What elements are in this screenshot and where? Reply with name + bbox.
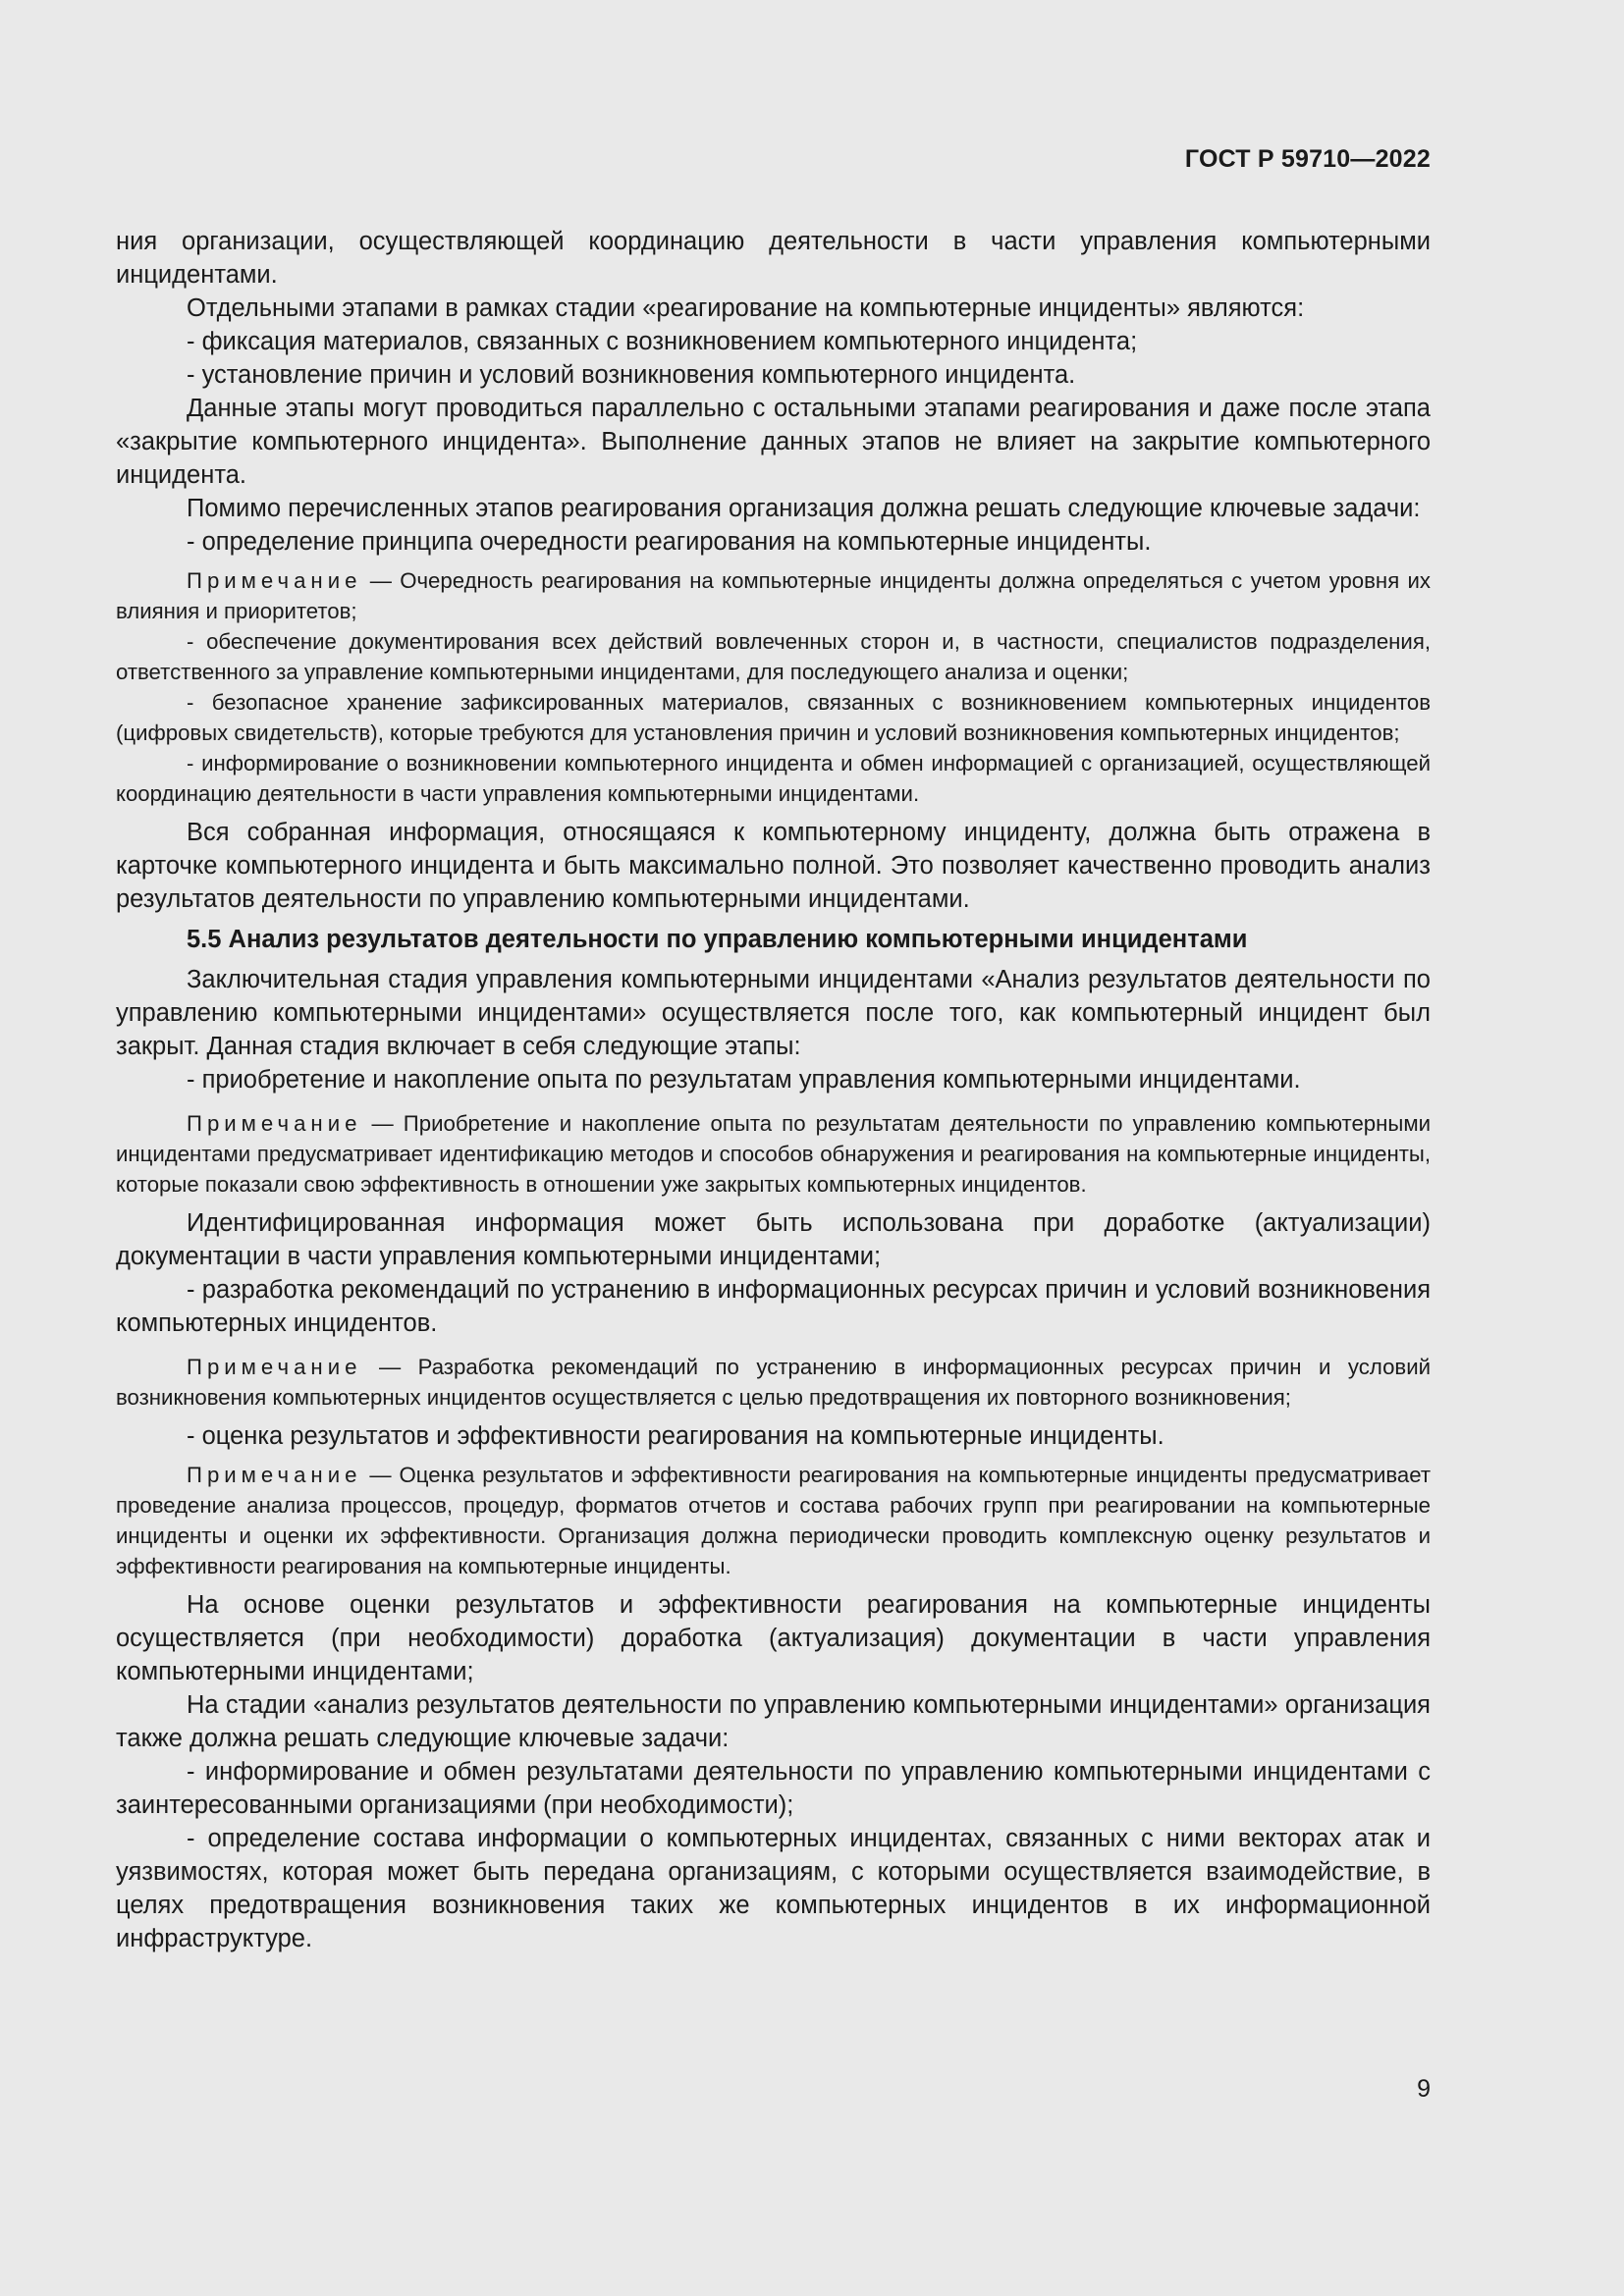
note xyxy=(116,1352,1431,1413)
paragraph: На основе оценки результатов и эффективности реагирования на компьютерные инциденты осуществляется (при необходимости) доработка (актуализация) документации в части управления компьютерными инцидентами; xyxy=(116,1591,1431,1685)
document-body xyxy=(116,225,1431,1955)
list-item: - определение принципа очередности реагирования на компьютерные инциденты. xyxy=(187,528,1152,556)
note xyxy=(116,1108,1431,1200)
paragraph: Отдельными этапами в рамках стадии «реагирование на компьютерные инциденты» являются: xyxy=(187,294,1305,322)
paragraph: Заключительная стадия управления компьютерными инцидентами «Анализ результатов деятельности по управлению компьютерными инцидентами» осуществляется после того, как компьютерный инцидент был закрыт. Данная стадия включает в себя следующие этапы: xyxy=(116,966,1431,1060)
note-text: — Оценка результатов и эффективности реагирования на компьютерные инциденты предусматривает проведение анализа процессов, процедур, форматов отчетов и состава рабочих групп при реагировании на компьютерные инциденты и оценки их эффективности. Организация должна периодически проводить комплексную оценку результатов и эффективности реагирования на компьютерные инциденты. xyxy=(116,1463,1431,1578)
note xyxy=(116,565,1431,626)
note-label: Примечание xyxy=(187,1355,362,1379)
paragraph: ния организации, осуществляющей координацию деятельности в части управления компьютерными инцидентами. xyxy=(116,228,1431,289)
paragraph: Вся собранная информация, относящаяся к компьютерному инциденту, должна быть отражена в карточке компьютерного инцидента и быть максимально полной. Это позволяет качественно проводить анализ результатов деятельности по управлению компьютерными инцидентами. xyxy=(116,819,1431,913)
paragraph: Данные этапы могут проводиться параллельно с остальными этапами реагирования и даже после этапа «закрытие компьютерного инцидента». Выполнение данных этапов не влияет на закрытие компьютерного инцидента. xyxy=(116,395,1431,489)
list-item: - обеспечение документирования всех действий вовлеченных сторон и, в частности, специалистов подразделения, ответственного за управление компьютерными инцидентами, для последующего анализа и оценки; xyxy=(116,629,1431,684)
note-label: Примечание xyxy=(187,1463,362,1487)
list-item: - разработка рекомендаций по устранению в информационных ресурсах причин и условий возникновения компьютерных инцидентов. xyxy=(116,1276,1431,1337)
note-text: — Приобретение и накопление опыта по результатам деятельности по управлению компьютерными инцидентами предусматривает идентификацию методов и способов обнаружения и реагирования на компьютерные инциденты, которые показали свою эффективность в отношении уже закрытых компьютерных инцидентов. xyxy=(116,1111,1431,1197)
document-header: ГОСТ Р 59710—2022 xyxy=(1184,145,1431,173)
note-text: — Разработка рекомендаций по устранению в информационных ресурсах причин и условий возникновения компьютерных инцидентов осуществляется с целью предотвращения их повторного возникновения; xyxy=(116,1355,1431,1410)
paragraph: На стадии «анализ результатов деятельности по управлению компьютерными инцидентами» организация также должна решать следующие ключевые задачи: xyxy=(116,1691,1431,1752)
list-item: - определение состава информации о компьютерных инцидентах, связанных с ними векторах атак и уязвимостях, которая может быть передана организациям, с которыми осуществляется взаимодействие, в целях предотвращения возникновения таких же компьютерных инцидентов в их информационной инфраструктуре. xyxy=(116,1825,1431,1952)
list-item: - информирование и обмен результатами деятельности по управлению компьютерными инцидентами с заинтересованными организациями (при необходимости); xyxy=(116,1758,1431,1819)
note-text: — Очередность реагирования на компьютерные инциденты должна определяться с учетом уровня их влияния и приоритетов; xyxy=(116,568,1431,623)
list-item: - оценка результатов и эффективности реагирования на компьютерные инциденты. xyxy=(187,1422,1164,1450)
paragraph: Идентифицированная информация может быть использована при доработке (актуализации) документации в части управления компьютерными инцидентами; xyxy=(116,1209,1431,1270)
note-label: Примечание xyxy=(187,568,362,593)
list-item: - информирование о возникновении компьютерного инцидента и обмен информацией с организацией, осуществляющей координацию деятельности в части управления компьютерными инцидентами. xyxy=(116,751,1431,806)
list-item: - безопасное хранение зафиксированных материалов, связанных с возникновением компьютерных инцидентов (цифровых свидетельств), которые требуются для установления причин и условий возникновения компьютерных инцидентов; xyxy=(116,690,1431,745)
list-item: - фиксация материалов, связанных с возникновением компьютерного инцидента; xyxy=(187,328,1138,355)
list-item: - приобретение и накопление опыта по результатам управления компьютерными инцидентами. xyxy=(187,1066,1301,1094)
page-number: 9 xyxy=(1417,2075,1431,2103)
section-heading: 5.5 Анализ результатов деятельности по управлению компьютерными инцидентами xyxy=(187,926,1248,953)
note-label: Примечание xyxy=(187,1111,362,1136)
list-item: - установление причин и условий возникновения компьютерного инцидента. xyxy=(187,361,1076,389)
note xyxy=(116,1460,1431,1581)
paragraph: Помимо перечисленных этапов реагирования организация должна решать следующие ключевые задачи: xyxy=(187,495,1421,522)
